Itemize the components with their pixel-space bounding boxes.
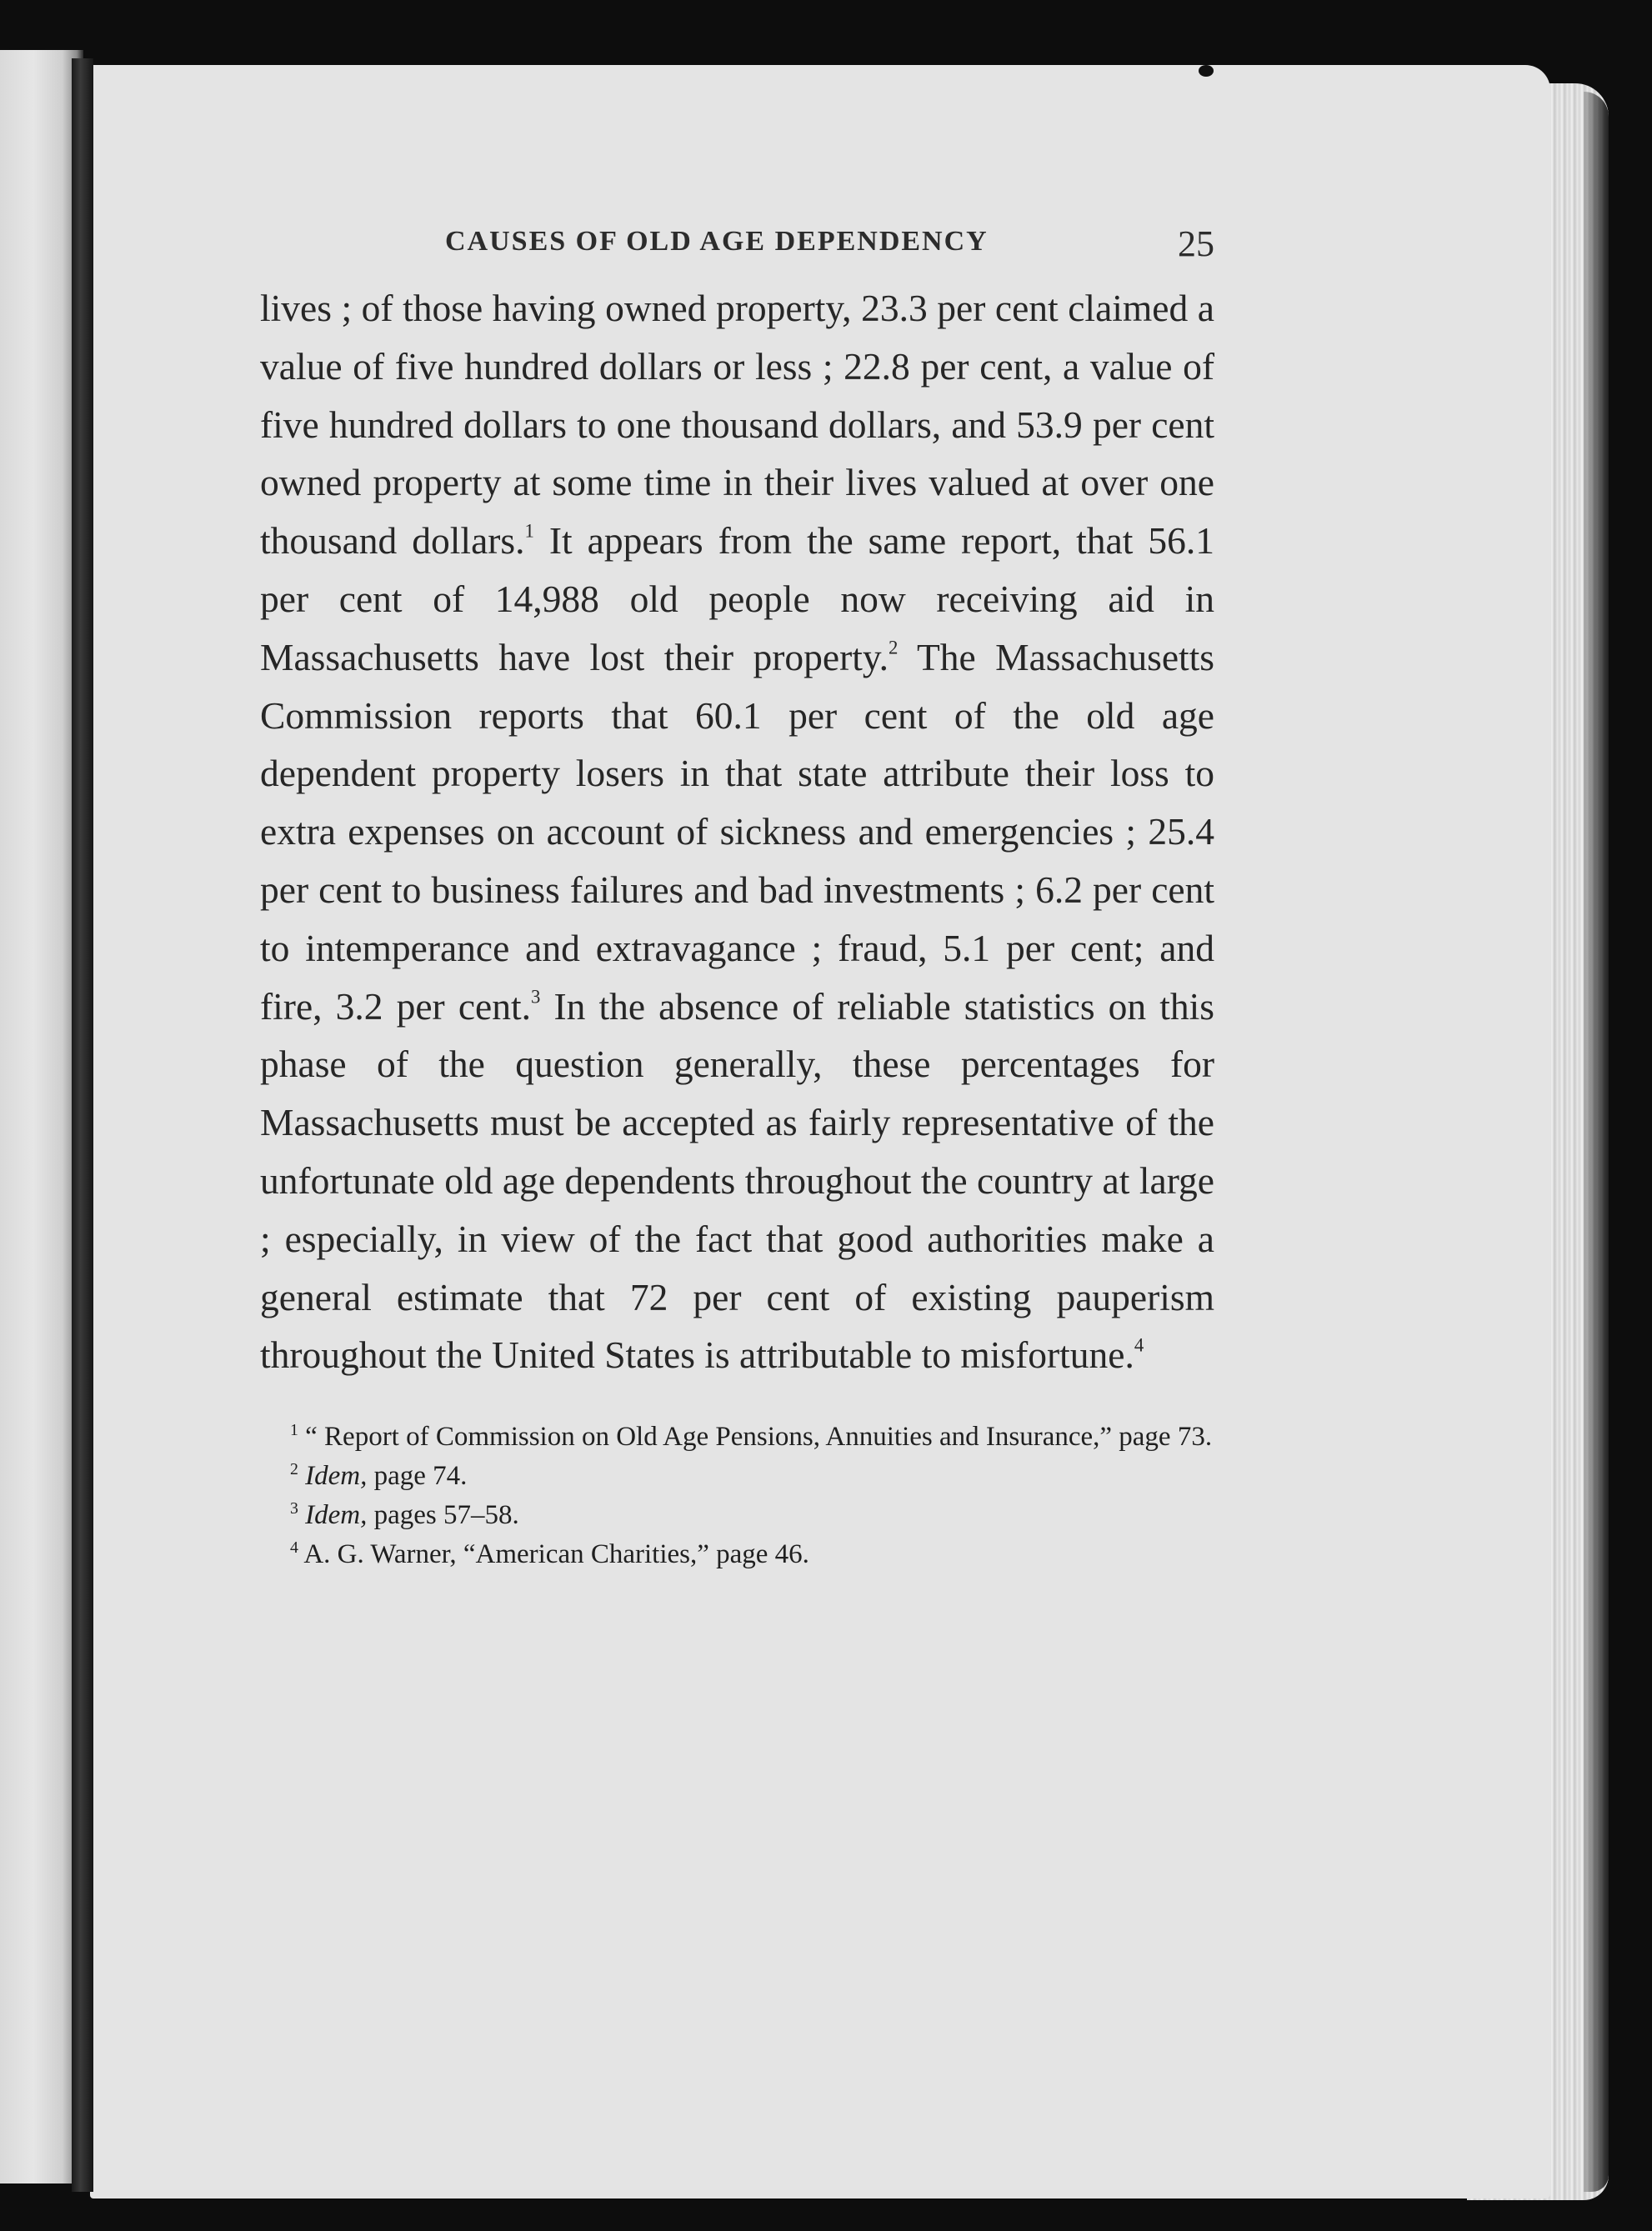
page-number: 25 [1178, 223, 1214, 264]
footnote-italic: Idem, [305, 1461, 368, 1492]
footnote-text: “ Report of Commission on Old Age Pensions, Annuities and Insurance,” page 73. [305, 1422, 1213, 1453]
footnote-mark: 4 [290, 1538, 298, 1558]
book-binding [72, 58, 93, 2192]
footnote-ref-3: 3 [530, 986, 541, 1008]
page-edges-shadow [1584, 92, 1609, 2192]
body-text-4: In the absence of reliable statistics on this phase of the question generally, these percentages for Massachusetts must be accepted as fairly representative of the unfortunate old age dependents throughout the country at large ; especially, in view of the fact that good authorities make a general estimate that 72 per cent of existing pauperism throughout the United States is attributable to misfortune. [260, 984, 1214, 1377]
footnote-1 [260, 1418, 1214, 1457]
footnote-italic: Idem, [305, 1500, 368, 1531]
footnotes [260, 1418, 1214, 1574]
footnote-text: A. G. Warner, “American Charities,” page 46. [303, 1539, 809, 1570]
footnote-text: page 74. [367, 1461, 468, 1492]
left-page-edge [0, 50, 83, 2183]
body-text-1: lives ; of those having owned property, 23.3 per cent claimed a value of five hundred dollars or less ; 22.8 per cent, a value of five hundred dollars to one thousand dollars, and 53.9 per cent owned property at some time in their lives valued at over one thousand dollars. [260, 287, 1214, 563]
body-text-2: It appears from the same report, that 56.1 per cent of 14,988 old people now receiving aid in Massachusetts have lost their property. [260, 519, 1215, 678]
scan-speck [1199, 65, 1214, 77]
footnote-4 [260, 1535, 1214, 1574]
paragraph [260, 279, 1214, 1384]
footnote-2 [260, 1457, 1214, 1496]
body-paragraph [260, 279, 1214, 1384]
footnote-mark: 2 [290, 1460, 298, 1479]
footnote-3 [260, 1496, 1214, 1535]
footnote-text: pages 57–58. [367, 1500, 519, 1531]
body-text-3: The Massachusetts Commission reports that 60.1 per cent of the old age dependent property losers in that state attribute their loss to extra expenses on account of sickness and emergencies ; 25.4 per cent to business failures and bad investments ; 6.2 per cent to intemperance and extravagance ; fraud, 5.1 per cent; and fire, 3.2 per cent. [260, 635, 1214, 1028]
page-content [260, 213, 1214, 1574]
footnote-ref-2: 2 [889, 637, 899, 658]
footnote-ref-4: 4 [1134, 1335, 1144, 1357]
footnote-ref-1: 1 [524, 520, 534, 542]
page-header [260, 213, 1214, 279]
footnote-mark: 1 [290, 1421, 298, 1440]
running-head: CAUSES OF OLD AGE DEPENDENCY [445, 226, 989, 257]
footnote-mark: 3 [290, 1499, 298, 1518]
